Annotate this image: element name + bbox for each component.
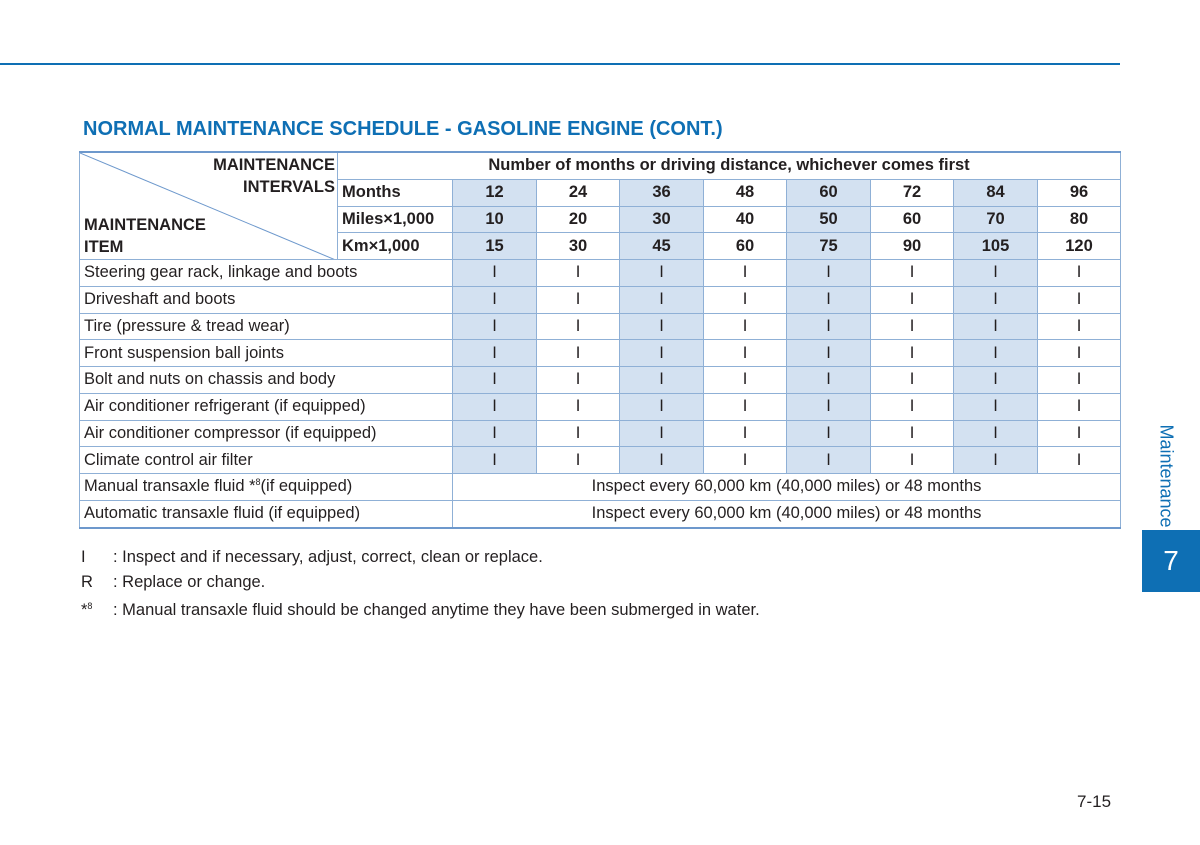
interval-value: 15: [453, 233, 537, 260]
schedule-cell: I: [453, 340, 537, 367]
interval-value: 60: [704, 233, 787, 260]
schedule-cell: I: [871, 420, 954, 447]
interval-value: 90: [871, 233, 954, 260]
top-rule: [0, 63, 1120, 65]
maintenance-item: [80, 500, 453, 527]
item-text: (if equipped): [260, 477, 353, 496]
schedule-cell: I: [871, 367, 954, 394]
note-text: : Inspect and if necessary, adjust, correct, clean or replace.: [113, 548, 543, 566]
schedule-cell: I: [787, 286, 871, 313]
schedule-cell: I: [704, 286, 787, 313]
interval-unit-label: Km×1,000: [338, 233, 453, 260]
note-text: : Manual transaxle fluid should be changed anytime they have been submerged in water.: [113, 601, 760, 619]
note-symbol: *$^8$: [81, 601, 93, 619]
interval-value: 45: [620, 233, 704, 260]
schedule-cell: I: [787, 367, 871, 394]
interval-value: 75: [787, 233, 871, 260]
interval-value: 84: [954, 179, 1038, 206]
schedule-cell: I: [787, 340, 871, 367]
table-row: [80, 340, 1121, 367]
table-row: [80, 474, 1121, 501]
schedule-cell: I: [453, 393, 537, 420]
interval-value: 120: [1038, 233, 1121, 260]
schedule-cell: I: [954, 393, 1038, 420]
interval-value: 60: [787, 179, 871, 206]
schedule-cell: I: [537, 447, 620, 474]
schedule-cell: I: [453, 260, 537, 287]
schedule-cell: I: [787, 420, 871, 447]
schedule-cell: I: [954, 313, 1038, 340]
interval-value: 105: [954, 233, 1038, 260]
schedule-cell: I: [704, 420, 787, 447]
schedule-cell: I: [954, 367, 1038, 394]
schedule-cell: I: [453, 313, 537, 340]
note-line: [81, 545, 760, 570]
maintenance-item: Air conditioner refrigerant (if equipped): [80, 393, 453, 420]
schedule-cell: I: [537, 367, 620, 394]
interval-value: 10: [453, 206, 537, 233]
interval-value: 48: [704, 179, 787, 206]
schedule-cell: I: [620, 313, 704, 340]
chapter-side-label: Maintenance: [1156, 423, 1177, 528]
schedule-cell: I: [871, 340, 954, 367]
schedule-cell: I: [704, 313, 787, 340]
item-text: Automatic transaxle fluid (if equipped): [84, 504, 361, 523]
schedule-cell: I: [453, 367, 537, 394]
schedule-cell: I: [537, 340, 620, 367]
table-row: [80, 367, 1121, 394]
table-row: [80, 420, 1121, 447]
page-number: 7-15: [1077, 792, 1112, 811]
interval-value: 30: [537, 233, 620, 260]
maintenance-item: Climate control air filter: [80, 447, 453, 474]
interval-value: 12: [453, 179, 537, 206]
schedule-cell: I: [954, 260, 1038, 287]
schedule-cell: I: [954, 420, 1038, 447]
interval-value: 60: [871, 206, 954, 233]
maintenance-item: Front suspension ball joints: [80, 340, 453, 367]
item-text: Manual transaxle fluid *: [84, 477, 256, 496]
schedule-cell: I: [620, 260, 704, 287]
maintenance-item: [80, 474, 453, 501]
schedule-cell: I: [871, 447, 954, 474]
interval-value: 24: [537, 179, 620, 206]
schedule-cell: I: [871, 313, 954, 340]
note-symbol: R: [81, 572, 93, 591]
schedule-cell: I: [620, 420, 704, 447]
schedule-span-cell: Inspect every 60,000 km (40,000 miles) or 48 months: [453, 474, 1121, 501]
schedule-cell: I: [537, 286, 620, 313]
header-row: [80, 152, 1121, 179]
schedule-cell: I: [954, 286, 1038, 313]
schedule-cell: I: [954, 447, 1038, 474]
legend-notes: [81, 545, 760, 623]
note-symbol: I: [81, 548, 86, 566]
intervals-label: MAINTENANCE INTERVALS: [213, 156, 335, 196]
schedule-cell: I: [787, 260, 871, 287]
schedule-cell: I: [704, 367, 787, 394]
schedule-cell: I: [787, 447, 871, 474]
maintenance-schedule-table: [79, 151, 1121, 529]
footnote-marker: 8: [255, 477, 261, 488]
interval-value: 20: [537, 206, 620, 233]
schedule-cell: I: [704, 260, 787, 287]
interval-value: 72: [871, 179, 954, 206]
schedule-cell: I: [537, 420, 620, 447]
interval-unit-label: Miles×1,000: [338, 206, 453, 233]
page-title: NORMAL MAINTENANCE SCHEDULE - GASOLINE ENGINE (CONT.): [83, 118, 723, 140]
schedule-cell: I: [704, 393, 787, 420]
note-text: : Replace or change.: [113, 572, 266, 591]
note-line: [81, 594, 760, 623]
schedule-cell: I: [620, 340, 704, 367]
schedule-cell: I: [1038, 420, 1121, 447]
schedule-cell: I: [871, 286, 954, 313]
schedule-cell: I: [1038, 340, 1121, 367]
schedule-cell: I: [620, 286, 704, 313]
maintenance-item: Tire (pressure & tread wear): [80, 313, 453, 340]
table-row: [80, 286, 1121, 313]
interval-value: 30: [620, 206, 704, 233]
schedule-cell: I: [620, 447, 704, 474]
schedule-cell: I: [1038, 313, 1121, 340]
schedule-cell: I: [1038, 286, 1121, 313]
maintenance-item: Bolt and nuts on chassis and body: [80, 367, 453, 394]
chapter-tab: 7: [1142, 530, 1200, 592]
item-label: MAINTENANCE ITEM: [84, 216, 206, 256]
schedule-cell: I: [537, 393, 620, 420]
schedule-cell: I: [453, 420, 537, 447]
schedule-cell: I: [453, 286, 537, 313]
schedule-cell: I: [1038, 260, 1121, 287]
interval-span-header: Number of months or driving distance, whichever comes first: [338, 152, 1121, 179]
schedule-cell: I: [453, 447, 537, 474]
table-row: [80, 313, 1121, 340]
maintenance-item: Driveshaft and boots: [80, 286, 453, 313]
schedule-cell: I: [537, 313, 620, 340]
table-row: [80, 393, 1121, 420]
schedule-cell: I: [537, 260, 620, 287]
schedule-cell: I: [954, 340, 1038, 367]
table-row: [80, 260, 1121, 287]
schedule-span-cell: Inspect every 60,000 km (40,000 miles) or 48 months: [453, 500, 1121, 527]
table-row: [80, 447, 1121, 474]
schedule-cell: I: [620, 393, 704, 420]
interval-value: 40: [704, 206, 787, 233]
schedule-cell: I: [704, 447, 787, 474]
interval-unit-label: Months: [338, 179, 453, 206]
schedule-cell: I: [1038, 393, 1121, 420]
interval-value: 50: [787, 206, 871, 233]
note-line: [81, 570, 760, 595]
interval-value: 96: [1038, 179, 1121, 206]
schedule-cell: I: [1038, 367, 1121, 394]
maintenance-item: Air conditioner compressor (if equipped): [80, 420, 453, 447]
table-row: [80, 500, 1121, 527]
table-corner-header: [80, 152, 338, 260]
schedule-cell: I: [620, 367, 704, 394]
schedule-cell: I: [1038, 447, 1121, 474]
footnote-marker: 8: [87, 601, 93, 611]
schedule-cell: I: [787, 393, 871, 420]
interval-value: 80: [1038, 206, 1121, 233]
interval-value: 70: [954, 206, 1038, 233]
interval-value: 36: [620, 179, 704, 206]
schedule-cell: I: [871, 393, 954, 420]
schedule-cell: I: [787, 313, 871, 340]
schedule-cell: I: [871, 260, 954, 287]
maintenance-item: Steering gear rack, linkage and boots: [80, 260, 453, 287]
schedule-cell: I: [704, 340, 787, 367]
